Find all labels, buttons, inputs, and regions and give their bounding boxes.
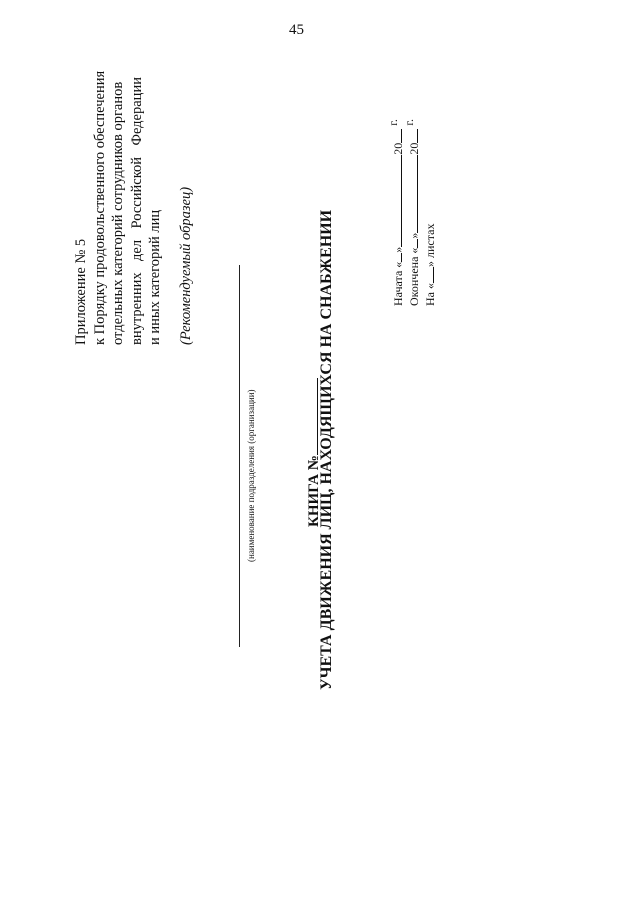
sheets-count-blank	[422, 267, 434, 283]
approval-line-1: Приложение № 5	[73, 238, 89, 345]
year-prefix: 20	[407, 142, 421, 155]
month-blank	[406, 155, 418, 233]
approval-line-2: к Порядку продовольственного обеспечения	[91, 70, 108, 345]
approval-word: Федерации	[128, 77, 145, 146]
approval-word: Российской	[128, 156, 145, 229]
day-blank	[406, 239, 418, 248]
organization-caption: (наименование подразделения (организации)	[246, 389, 256, 562]
started-line	[386, 119, 406, 306]
organization-name-line	[239, 265, 240, 647]
finished-line	[402, 119, 422, 306]
started-label: Начата «	[391, 261, 405, 306]
approval-line-4	[128, 77, 147, 345]
approval-line-5: и иных категорий лиц	[147, 209, 163, 345]
year-suffix: г.	[402, 119, 416, 126]
book-title: УЧЕТА ДВИЖЕНИЯ ЛИЦ, НАХОДЯЩИХСЯ НА СНАБЖЕНИИ	[318, 209, 335, 690]
dates-block	[386, 119, 438, 306]
year-blank	[406, 129, 418, 143]
book-label: КНИГА №	[306, 455, 322, 527]
quote-close: »	[407, 232, 421, 239]
approval-word: внутренних	[128, 272, 145, 345]
finished-label: Окончена «	[407, 247, 421, 306]
approval-block	[72, 71, 165, 345]
month-blank	[390, 155, 402, 247]
approval-word: дел	[128, 239, 145, 261]
sheets-line	[422, 119, 438, 306]
year-blank	[390, 129, 402, 143]
recommended-sample-note: (Рекомендуемый образец)	[178, 186, 194, 345]
sheets-suffix: » листах	[423, 223, 437, 267]
approval-line-3: отдельных категорий сотрудников органов	[110, 81, 126, 345]
day-blank	[390, 253, 402, 262]
year-prefix: 20	[391, 142, 405, 155]
quote-close: »	[391, 246, 405, 253]
book-number-blank	[303, 378, 318, 455]
page-number: 45	[289, 22, 304, 38]
year-suffix: г.	[386, 119, 400, 126]
on-label: На «	[423, 283, 437, 306]
